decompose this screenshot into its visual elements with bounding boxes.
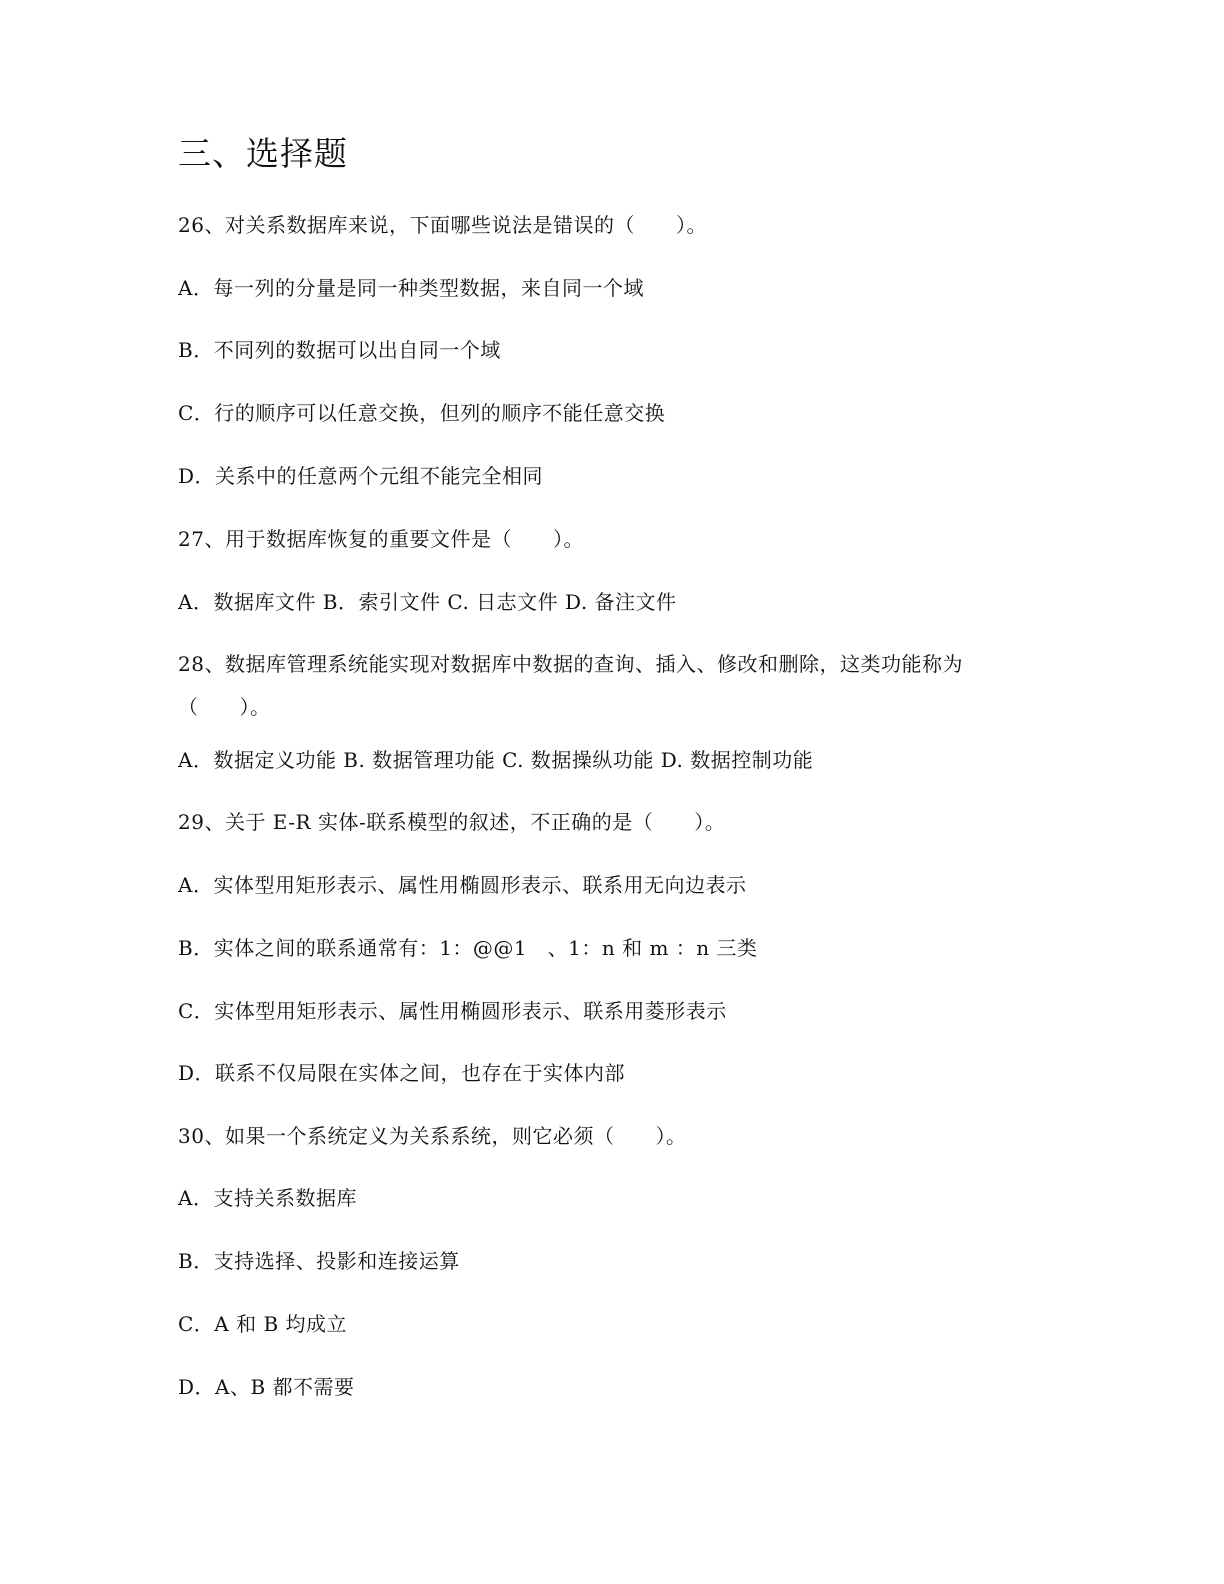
question-26: 26、对关系数据库来说，下面哪些说法是错误的（ ）。 (178, 213, 707, 237)
option-30-c: C．A 和 B 均成立 (178, 1312, 348, 1336)
option-29-d: D．联系不仅局限在实体之间，也存在于实体内部 (178, 1061, 626, 1085)
question-28-line-1: 28、数据库管理系统能实现对数据库中数据的查询、插入、修改和删除，这类功能称为 (178, 652, 963, 676)
option-26-d: D．关系中的任意两个元组不能完全相同 (178, 464, 544, 488)
question-30: 30、如果一个系统定义为关系系统，则它必须（ ）。 (178, 1124, 687, 1148)
section-title: 三、选择题 (178, 134, 348, 173)
question-29: 29、关于 E-R 实体-联系模型的叙述，不正确的是（ ）。 (178, 810, 726, 834)
options-27: A．数据库文件 B．索引文件 C. 日志文件 D. 备注文件 (178, 590, 677, 614)
option-26-a: A．每一列的分量是同一种类型数据，来自同一个域 (178, 276, 644, 300)
question-28-line-2: （ ）。 (178, 695, 271, 719)
option-29-b: B．实体之间的联系通常有：1：@@1 、1：n 和 m ：n 三类 (178, 936, 758, 960)
options-28: A．数据定义功能 B. 数据管理功能 C. 数据操纵功能 D. 数据控制功能 (178, 748, 814, 772)
option-29-a: A．实体型用矩形表示、属性用椭圆形表示、联系用无向边表示 (178, 873, 747, 897)
option-30-d: D．A、B 都不需要 (178, 1375, 355, 1399)
option-30-a: A．支持关系数据库 (178, 1186, 357, 1210)
question-27: 27、用于数据库恢复的重要文件是（ ）。 (178, 527, 584, 551)
option-26-c: C．行的顺序可以任意交换，但列的顺序不能任意交换 (178, 401, 666, 425)
option-29-c: C．实体型用矩形表示、属性用椭圆形表示、联系用菱形表示 (178, 999, 727, 1023)
option-26-b: B．不同列的数据可以出自同一个域 (178, 338, 501, 362)
option-30-b: B．支持选择、投影和连接运算 (178, 1249, 460, 1273)
